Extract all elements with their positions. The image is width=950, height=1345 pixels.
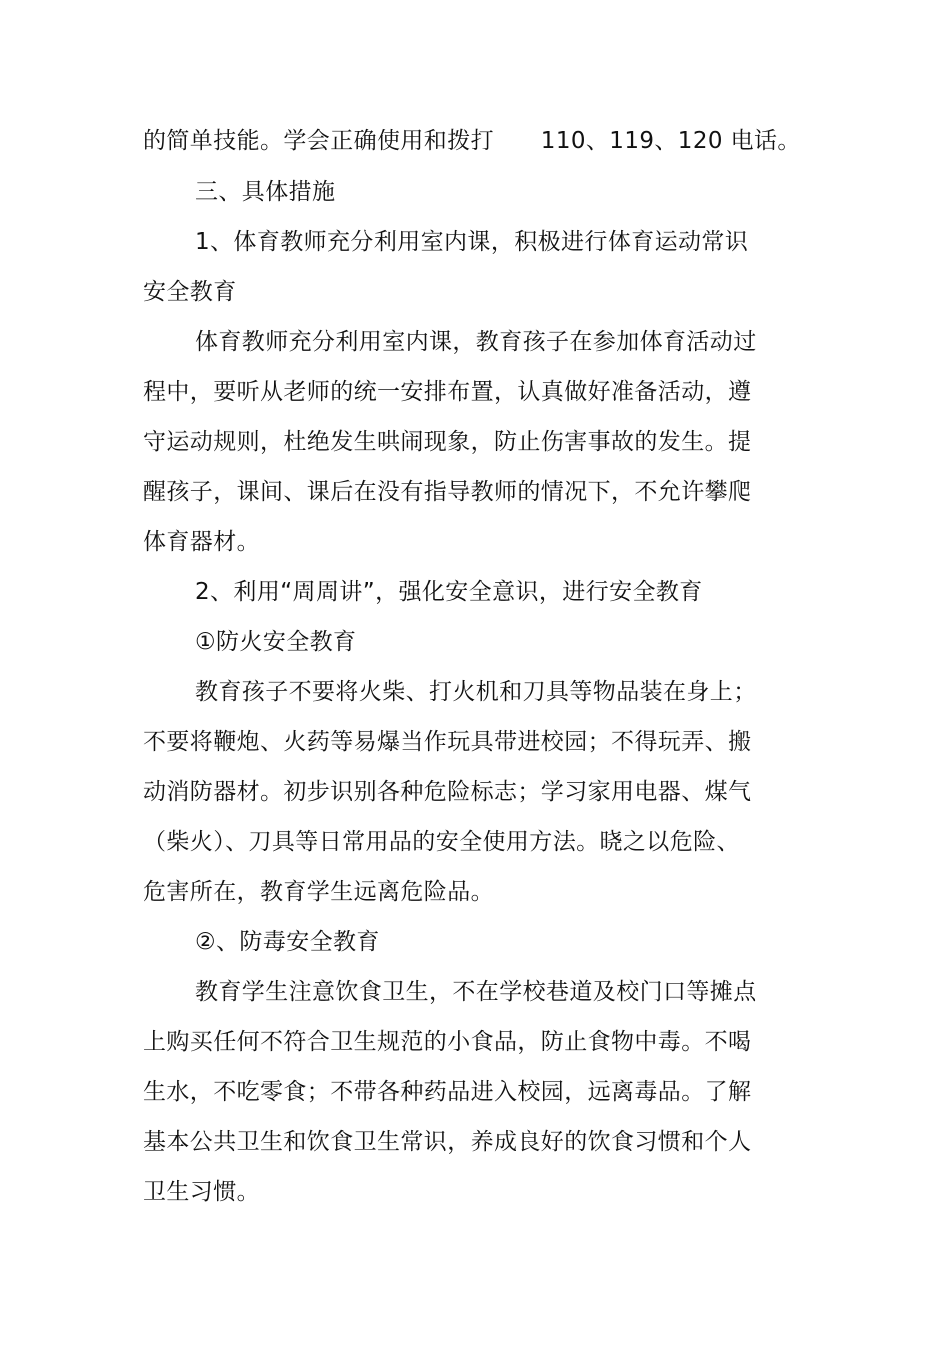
paragraph-line: 醒孩子，课间、课后在没有指导教师的情况下，不允许攀爬	[143, 479, 752, 505]
paragraph-line: 程中，要听从老师的统一安排布置，认真做好准备活动，遵	[143, 379, 752, 405]
paragraph-line: 的简单技能。学会正确使用和拨打 110、119、120 电话。	[143, 128, 801, 154]
subsection-heading-continued: 安全教育	[143, 279, 237, 305]
paragraph-line: 体育教师充分利用室内课，教育孩子在参加体育活动过	[195, 329, 757, 355]
section-heading: 三、具体措施	[195, 179, 336, 205]
paragraph-line: 危害所在，教育学生远离危险品。	[143, 879, 494, 905]
item-heading: ②、防毒安全教育	[195, 929, 380, 955]
paragraph-line: 守运动规则，杜绝发生哄闹现象，防止伤害事故的发生。提	[143, 429, 752, 455]
paragraph-line: 生水，不吃零食；不带各种药品进入校园，远离毒品。了解	[143, 1079, 752, 1105]
paragraph-line: 卫生习惯。	[143, 1179, 260, 1205]
subsection-heading: 1、体育教师充分利用室内课，积极进行体育运动常识	[195, 229, 749, 255]
paragraph-line: 上购买任何不符合卫生规范的小食品，防止食物中毒。不喝	[143, 1029, 752, 1055]
paragraph-line: 不要将鞭炮、火药等易爆当作玩具带进校园；不得玩弄、搬	[143, 729, 752, 755]
paragraph-line: 体育器材。	[143, 529, 260, 555]
paragraph-line: 动消防器材。初步识别各种危险标志；学习家用电器、煤气	[143, 779, 752, 805]
subsection-heading: 2、利用“周周讲”，强化安全意识，进行安全教育	[195, 579, 703, 605]
paragraph-line: 教育孩子不要将火柴、打火机和刀具等物品装在身上；	[195, 679, 757, 705]
paragraph-line: 基本公共卫生和饮食卫生常识，养成良好的饮食习惯和个人	[143, 1129, 752, 1155]
item-heading: ①防火安全教育	[195, 629, 357, 655]
paragraph-line: （柴火）、刀具等日常用品的安全使用方法。晓之以危险、	[143, 829, 740, 855]
paragraph-line: 教育学生注意饮食卫生，不在学校巷道及校门口等摊点	[195, 979, 757, 1005]
